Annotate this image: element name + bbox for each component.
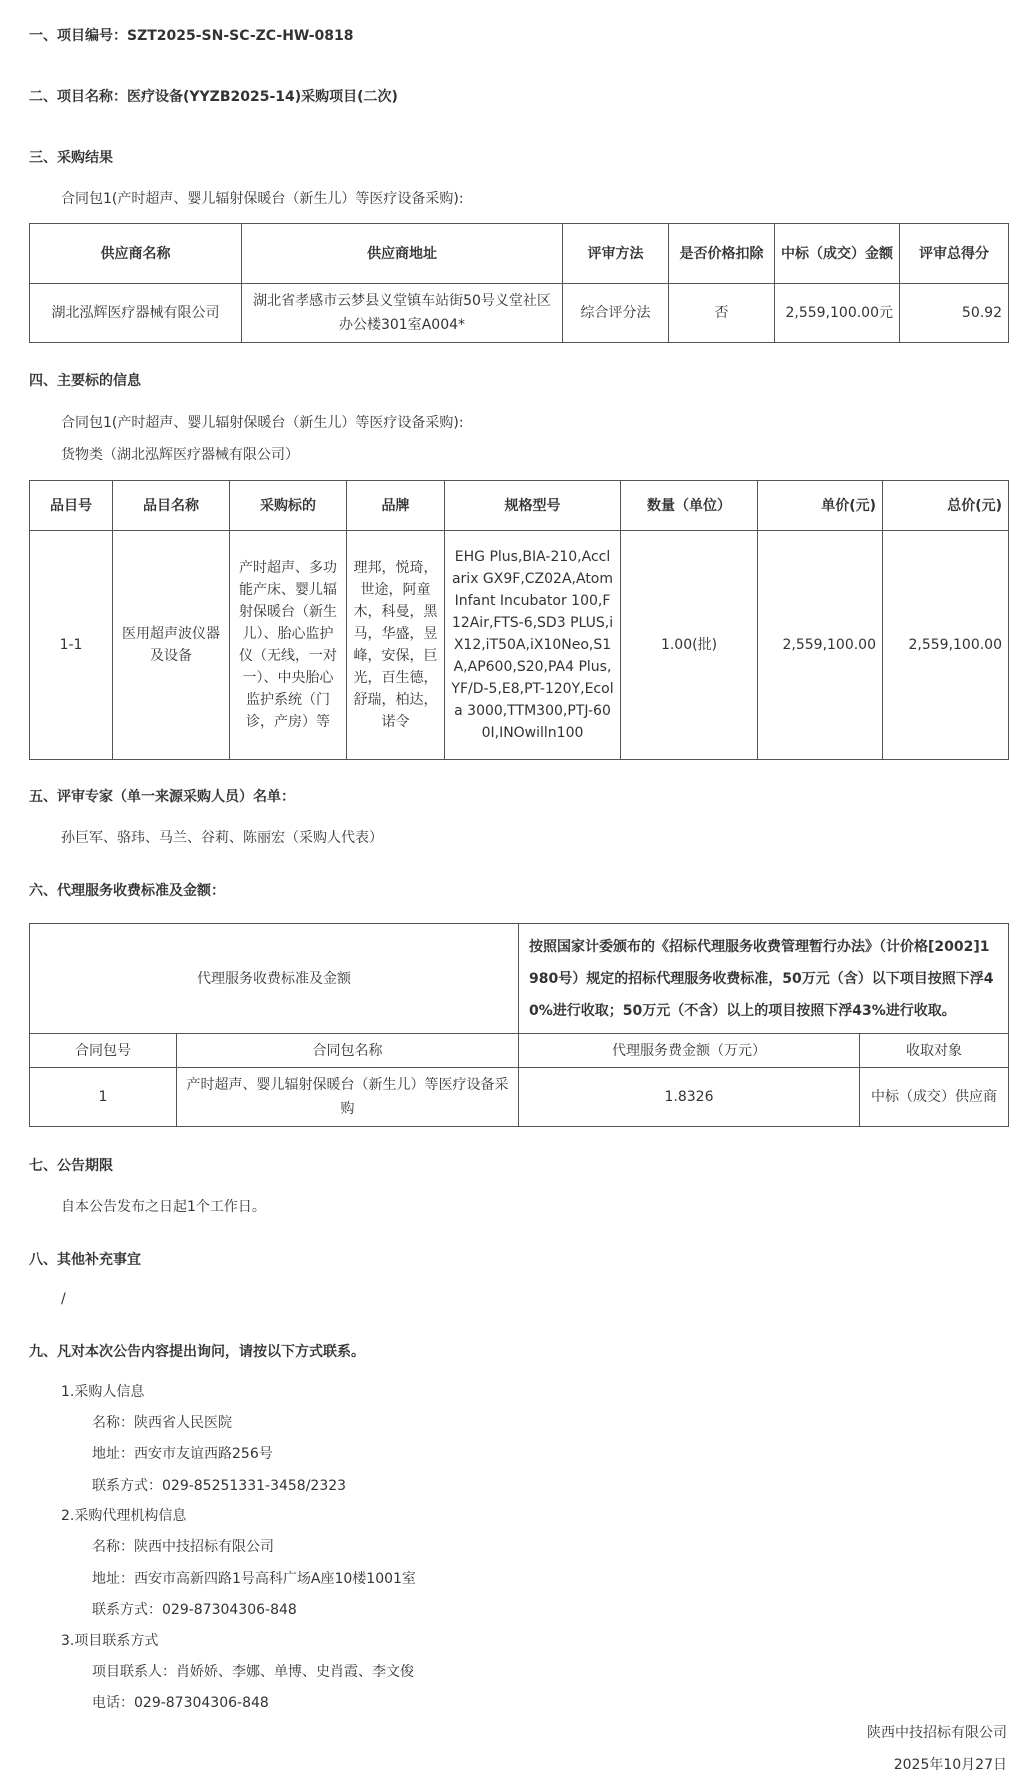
brand-list: 理邦，悦琦，世途，阿童木，科曼，黑马，华盛，昱峰，安保，巨光，百生德，舒瑞，柏达，诺令: [347, 531, 445, 760]
section-4-package: 合同包1(产时超声、婴儿辐射保暖台（新生儿）等医疗设备采购):: [61, 415, 464, 431]
total-price: 2,559,100.00: [883, 531, 1009, 760]
header-model: 规格型号: [445, 481, 621, 531]
section-4-category: 货物类（湖北泓辉医疗器械有限公司）: [61, 447, 299, 463]
package-no: 1: [30, 1068, 177, 1127]
project-phone: 电话：029-87304306-848: [92, 1695, 269, 1711]
quantity: 1.00(批): [621, 531, 758, 760]
agency-fee-table: [29, 923, 1009, 1127]
total-score: 50.92: [900, 284, 1009, 343]
project-name-label: 二、项目名称：: [29, 89, 127, 105]
fee-amount: 1.8326: [519, 1068, 860, 1127]
header-brand: 品牌: [347, 481, 445, 531]
announcement-period: 自本公告发布之日起1个工作日。: [61, 1199, 266, 1215]
section-3-title: 三、采购结果: [29, 150, 113, 166]
expert-names: 孙巨军、骆玮、马兰、谷莉、陈丽宏（采购人代表）: [61, 830, 383, 846]
project-number-label: 一、项目编号：: [29, 28, 127, 44]
header-total-score: 评审总得分: [900, 224, 1009, 284]
buyer-name: 名称：陕西省人民医院: [92, 1415, 232, 1431]
supplier-address: 湖北省孝感市云梦县义堂镇车站街50号义堂社区办公楼301室A004*: [242, 284, 563, 343]
supplier-name: 湖北泓辉医疗器械有限公司: [30, 284, 242, 343]
result-table: [29, 223, 1009, 343]
model-list: EHG Plus,BIA-210,Acclarix GX9F,CZ02A,Atom Infant Incubator 100,F12Air,FTS-6,SD3 PLUS,iX12,iT50A,iX10Neo,S1A,AP600,S20,PA4 Plus,YF/D-5,E8,PT-120Y,Ecola 3000,TTM300,PTJ-600I,INOwilln100: [445, 531, 621, 760]
fee-payer: 中标（成交）供应商: [860, 1068, 1009, 1127]
header-supplier-address: 供应商地址: [242, 224, 563, 284]
items-table: [29, 480, 1009, 760]
project-name: [29, 86, 398, 106]
project-contact-title: 3.项目联系方式: [61, 1633, 159, 1649]
agent-address: 地址：西安市高新四路1号高科广场A座10楼1001室: [92, 1571, 416, 1587]
package-name: 产时超声、婴儿辐射保暖台（新生儿）等医疗设备采购: [177, 1068, 519, 1127]
header-review-method: 评审方法: [563, 224, 669, 284]
project-name-value: 医疗设备(YYZB2025-14)采购项目(二次): [127, 89, 398, 105]
header-quantity: 数量（单位）: [621, 481, 758, 531]
result-table-header: [30, 224, 1009, 284]
buyer-phone: 联系方式：029-85251331-3458/2323: [92, 1478, 347, 1494]
fee-standard-label: 代理服务收费标准及金额: [30, 924, 519, 1034]
header-item-name: 品目名称: [113, 481, 230, 531]
fee-standard-text: 按照国家计委颁布的《招标代理服务收费管理暂行办法》（计价格[2002]1980号）规定的招标代理服务收费标准，50万元（含）以下项目按照下浮40%进行收取；50万元（不含）以上的项目按照下浮43%进行收取。: [519, 924, 1009, 1034]
table-row: [30, 284, 1009, 343]
fee-standard-row: [30, 924, 1009, 1034]
project-number-value: SZT2025-SN-SC-ZC-HW-0818: [127, 28, 354, 44]
section-5-title: 五、评审专家（单一来源采购人员）名单：: [29, 789, 295, 805]
fee-table-header: [30, 1034, 1009, 1068]
agent-name: 名称：陕西中技招标有限公司: [92, 1539, 274, 1555]
items-table-header: [30, 481, 1009, 531]
section-7-title: 七、公告期限: [29, 1158, 113, 1174]
footer-date: 2025年10月27日: [893, 1757, 1007, 1773]
header-bid-amount: 中标（成交）金额: [775, 224, 900, 284]
buyer-address: 地址：西安市友谊西路256号: [92, 1446, 273, 1462]
section-4-title: 四、主要标的信息: [29, 373, 141, 389]
footer-organization: 陕西中技招标有限公司: [867, 1725, 1007, 1741]
item-no: 1-1: [30, 531, 113, 760]
header-item-no: 品目号: [30, 481, 113, 531]
unit-price: 2,559,100.00: [758, 531, 883, 760]
project-number: [29, 25, 354, 45]
header-package-name: 合同包名称: [177, 1034, 519, 1068]
header-total-price: 总价(元): [883, 481, 1009, 531]
header-package-no: 合同包号: [30, 1034, 177, 1068]
agent-phone: 联系方式：029-87304306-848: [92, 1602, 297, 1618]
section-9-title: 九、凡对本次公告内容提出询问，请按以下方式联系。: [29, 1344, 365, 1360]
review-method: 综合评分法: [563, 284, 669, 343]
buyer-info-title: 1.采购人信息: [61, 1384, 145, 1400]
price-deduction: 否: [669, 284, 775, 343]
project-contacts: 项目联系人：肖娇娇、李娜、单博、史肖霞、李文俊: [92, 1664, 414, 1680]
item-name: 医用超声波仪器及设备: [113, 531, 230, 760]
header-procurement-target: 采购标的: [230, 481, 347, 531]
header-fee-payer: 收取对象: [860, 1034, 1009, 1068]
other-matters: /: [61, 1291, 66, 1307]
table-row: [30, 1068, 1009, 1127]
agent-info-title: 2.采购代理机构信息: [61, 1508, 187, 1524]
section-8-title: 八、其他补充事宜: [29, 1252, 141, 1268]
section-6-title: 六、代理服务收费标准及金额：: [29, 883, 225, 899]
bid-amount: 2,559,100.00元: [775, 284, 900, 343]
table-row: [30, 531, 1009, 760]
section-3-package: 合同包1(产时超声、婴儿辐射保暖台（新生儿）等医疗设备采购):: [61, 191, 464, 207]
procurement-target: 产时超声、多功能产床、婴儿辐射保暖台（新生儿）、胎心监护仪（无线，一对一）、中央胎心监护系统（门诊，产房）等: [230, 531, 347, 760]
header-unit-price: 单价(元): [758, 481, 883, 531]
header-supplier-name: 供应商名称: [30, 224, 242, 284]
header-fee-amount: 代理服务费金额（万元）: [519, 1034, 860, 1068]
header-price-deduction: 是否价格扣除: [669, 224, 775, 284]
